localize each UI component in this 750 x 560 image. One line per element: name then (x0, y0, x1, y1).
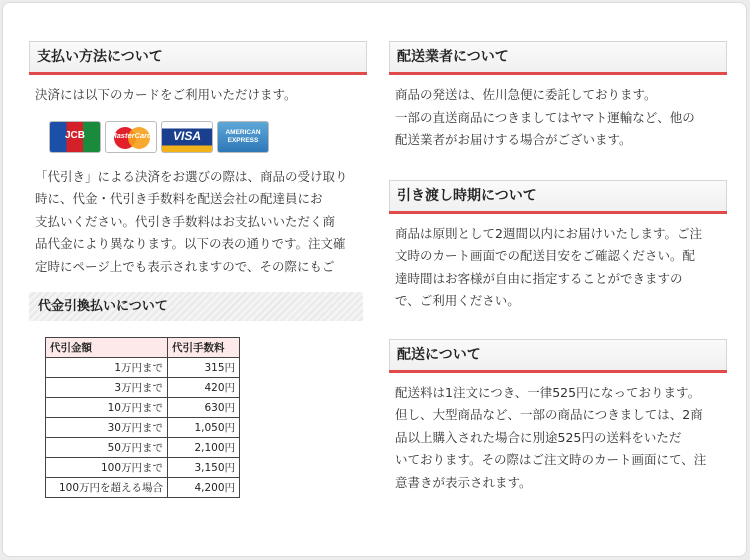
table-cell: 420円 (168, 378, 240, 398)
carrier-line: 一部の直送商品につきましてはヤマト運輸など、他の (395, 109, 695, 125)
card-logos (49, 121, 367, 153)
table-row (46, 478, 240, 498)
table-cell: 2,100円 (168, 438, 240, 458)
table-cell: 630円 (168, 398, 240, 418)
table-cell: 1,050円 (168, 418, 240, 438)
cod-subsection-title: 代金引換払いについて (29, 292, 363, 321)
payment-column (29, 41, 367, 498)
payment-section-title: 支払い方法について (29, 41, 367, 72)
shipping-line: 品以上購入された場合に別途525円の送料をいただ (395, 429, 682, 445)
table-cell: 100万円まで (46, 458, 168, 478)
carrier-section-body (389, 72, 727, 152)
table-cell: 4,200円 (168, 478, 240, 498)
table-header-row (46, 338, 240, 358)
mastercard-card-icon: MasterCard (105, 121, 157, 153)
table-row (46, 358, 240, 378)
table-header: 代引金額 (46, 338, 168, 358)
shipping-column (389, 41, 727, 494)
delivery-time-line: で、ご利用ください。 (395, 293, 520, 308)
table-cell: 10万円まで (46, 398, 168, 418)
table-cell: 50万円まで (46, 438, 168, 458)
table-row (46, 378, 240, 398)
table-cell: 3万円まで (46, 378, 168, 398)
payment-intro: 決済には以下のカードをご利用いただけます。 (35, 87, 297, 102)
visa-card-icon: VISA (161, 121, 213, 153)
shipping-line: 配送料は1注文につき、一律525円になっております。 (395, 384, 701, 400)
delivery-time-line: 商品は原則として2週間以内にお届けいたします。ご注 (395, 225, 702, 241)
cod-line: 時に、代金・代引き手数料を配送会社の配達員にお (35, 191, 323, 206)
delivery-time-line: 達時間はお客様が自由に指定することができますの (395, 270, 683, 286)
table-cell: 1万円まで (46, 358, 168, 378)
delivery-time-section-body (389, 211, 727, 313)
cod-fee-table (45, 337, 240, 498)
table-header: 代引手数料 (168, 338, 240, 358)
carrier-section-title: 配送業者について (389, 41, 727, 72)
shipping-line: いております。その際はご注文時のカート画面にて、注 (395, 452, 707, 467)
table-row (46, 398, 240, 418)
cod-line: 定時にページ上でも表示されますので、その際にもご (35, 258, 335, 274)
table-cell: 315円 (168, 358, 240, 378)
cod-line: 支払いください。代引き手数料はお支払いいただく商 (35, 213, 336, 229)
content-panel (2, 2, 747, 557)
table-cell: 100万円を超える場合 (46, 478, 168, 498)
shipping-line: 意書きが表示されます。 (395, 474, 532, 490)
payment-section-body (29, 72, 367, 278)
table-row (46, 458, 240, 478)
table-cell: 3,150円 (168, 458, 240, 478)
table-row (46, 438, 240, 458)
delivery-time-line: 文時のカート画面での配送目安をご確認ください。配 (395, 248, 696, 263)
shipping-section-title: 配送について (389, 339, 727, 370)
jcb-card-icon: JCB (49, 121, 101, 153)
table-row (46, 418, 240, 438)
cod-description (35, 166, 367, 279)
cod-line: 品代金により異なります。以下の表の通りです。注文確 (35, 236, 346, 251)
amex-card-icon: AMERICAN EXPRESS (217, 121, 269, 153)
cod-line: 「代引き」による決済をお選びの際は、商品の受け取り (35, 168, 348, 184)
shipping-section-body (389, 370, 727, 495)
shipping-line: 但し、大型商品など、一部の商品につきましては、2商 (395, 407, 703, 422)
carrier-line: 配送業者がお届けする場合がございます。 (395, 132, 632, 147)
table-cell: 30万円まで (46, 418, 168, 438)
delivery-time-section-title: 引き渡し時期について (389, 180, 727, 211)
carrier-line: 商品の発送は、佐川急便に委託しております。 (395, 87, 657, 102)
